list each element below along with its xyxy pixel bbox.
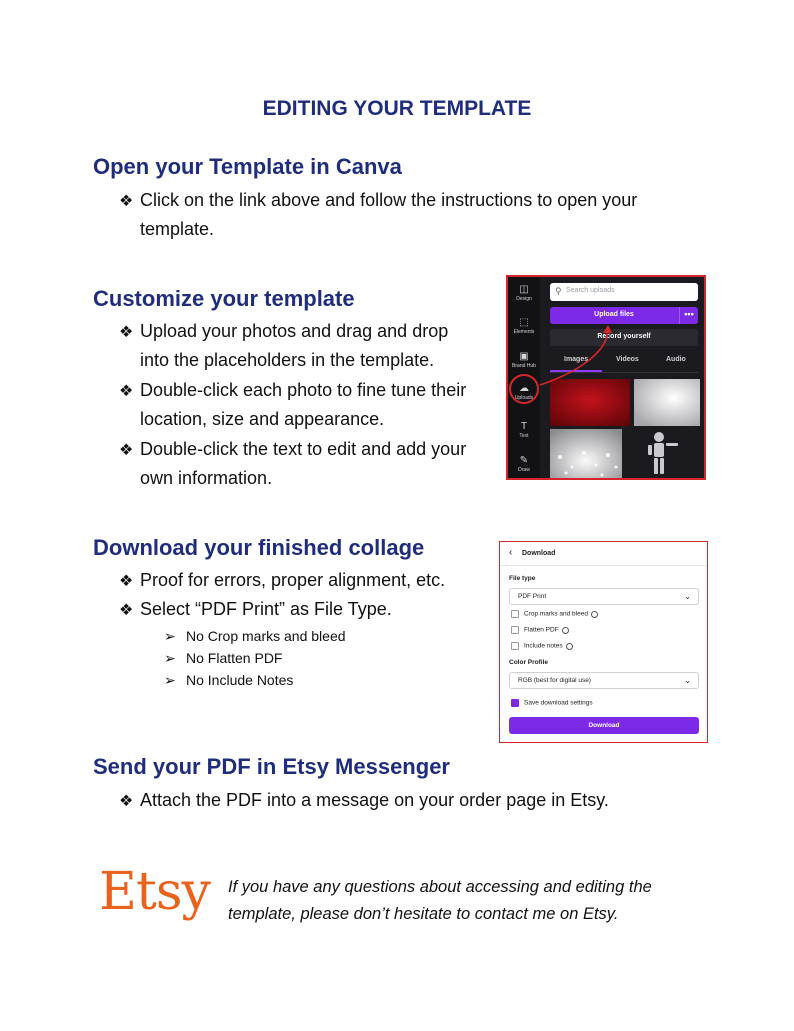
file-type-select: PDF Print ⌄	[509, 588, 699, 605]
arrow-bullet-icon: ➢	[164, 650, 176, 666]
elements-icon: ⬚	[519, 317, 529, 328]
sub-item: ➢ No Crop marks and bleed	[164, 628, 346, 644]
thumbnail-silver	[634, 379, 700, 426]
uploads-icon: ☁	[519, 383, 529, 394]
bullet-item: ❖ Double-click the text to edit and add your	[119, 435, 466, 465]
search-icon: ⚲	[555, 286, 562, 296]
brand-hub-icon: ▣	[519, 351, 529, 362]
draw-icon: ✎	[519, 455, 529, 466]
uploaded-image-thumbnails	[508, 277, 706, 480]
more-options-icon: •••	[679, 307, 698, 324]
rail-item-brand-hub: ▣ Brand Hub	[508, 351, 540, 369]
option-save-settings: Save download settings	[511, 699, 593, 707]
bullet-item: ❖ Double-click each photo to fine tune their	[119, 376, 466, 406]
bullet-continuation: location, size and appearance.	[140, 409, 385, 429]
sub-item: ➢ No Include Notes	[164, 672, 294, 688]
bullet-diamond-icon: ❖	[119, 602, 134, 619]
record-yourself-button: Record yourself	[550, 329, 698, 346]
arrow-bullet-icon: ➢	[164, 628, 176, 644]
section-heading-send: Send your PDF in Etsy Messenger	[93, 754, 450, 779]
download-button: Download	[509, 717, 699, 734]
bullet-item: ❖ Upload your photos and drag and drop	[119, 317, 448, 347]
checkbox-checked-icon	[511, 699, 519, 707]
rail-item-text: T Text	[508, 421, 540, 439]
tab-videos: Videos	[616, 356, 639, 363]
option-crop-marks: Crop marks and bleed	[511, 610, 598, 618]
checkbox-icon	[511, 610, 519, 618]
thumbnail-sparkle	[550, 429, 622, 480]
bullet-diamond-icon: ❖	[119, 193, 134, 210]
thumbnail-red	[550, 379, 630, 426]
bullet-continuation: own information.	[140, 468, 273, 488]
sub-item: ➢ No Flatten PDF	[164, 650, 283, 666]
bullet-item: ❖ Proof for errors, proper alignment, etc.	[119, 566, 445, 596]
info-icon	[591, 611, 598, 618]
back-chevron-icon: ‹	[509, 547, 513, 558]
bullet-diamond-icon: ❖	[119, 573, 134, 590]
bullet-continuation: into the placeholders in the template.	[140, 350, 435, 370]
rail-item-elements: ⬚ Elements	[508, 317, 540, 335]
bullet-item: ❖ Click on the link above and follow the instructions to open your	[119, 186, 637, 216]
arrow-to-upload-button	[540, 329, 608, 385]
download-header: ‹ Download	[500, 542, 708, 566]
bullet-diamond-icon: ❖	[119, 383, 134, 400]
chevron-down-icon: ⌄	[684, 676, 691, 685]
bullet-item: ❖ Attach the PDF into a message on your order page in Etsy.	[119, 786, 609, 816]
tab-images: Images	[564, 356, 589, 363]
contact-note: If you have any questions about accessing and editing the template, please don’t hesitate to contact me on Etsy.	[228, 878, 652, 923]
section-heading-open: Open your Template in Canva	[93, 154, 402, 179]
option-include-notes: Include notes	[511, 642, 573, 650]
rail-item-design: ◫ Design	[508, 284, 540, 302]
info-icon	[566, 643, 573, 650]
chevron-down-icon: ⌄	[684, 592, 691, 601]
checkbox-icon	[511, 642, 519, 650]
file-type-label: File type	[509, 575, 536, 582]
upload-files-button: Upload files •••	[550, 307, 698, 324]
page-title: EDITING YOUR TEMPLATE	[262, 97, 532, 120]
canva-download-screenshot	[499, 541, 708, 743]
design-icon: ◫	[519, 284, 529, 295]
option-flatten-pdf: Flatten PDF	[511, 626, 569, 634]
text-icon: T	[520, 421, 528, 432]
rail-item-draw: ✎ Draw	[508, 455, 540, 473]
etsy-logo: Etsy	[99, 862, 210, 922]
robot-figure	[648, 432, 678, 474]
bullet-item: ❖ Select “PDF Print” as File Type.	[119, 595, 392, 625]
bullet-diamond-icon: ❖	[119, 793, 134, 810]
search-uploads-field: ⚲ Search uploads	[550, 283, 698, 301]
color-profile-label: Color Profile	[509, 659, 549, 666]
rail-item-uploads: ☁ Uploads	[508, 383, 540, 401]
info-icon	[562, 627, 569, 634]
tab-audio: Audio	[666, 356, 686, 363]
checkbox-icon	[511, 626, 519, 634]
section-heading-download: Download your finished collage	[93, 535, 425, 560]
arrow-bullet-icon: ➢	[164, 672, 176, 688]
bullet-diamond-icon: ❖	[119, 324, 134, 341]
canva-uploads-screenshot	[506, 275, 706, 480]
section-heading-customize: Customize your template	[93, 286, 355, 311]
color-profile-select: RGB (best for digital use) ⌄	[509, 672, 699, 689]
bullet-diamond-icon: ❖	[119, 442, 134, 459]
bullet-continuation: template.	[140, 219, 215, 239]
